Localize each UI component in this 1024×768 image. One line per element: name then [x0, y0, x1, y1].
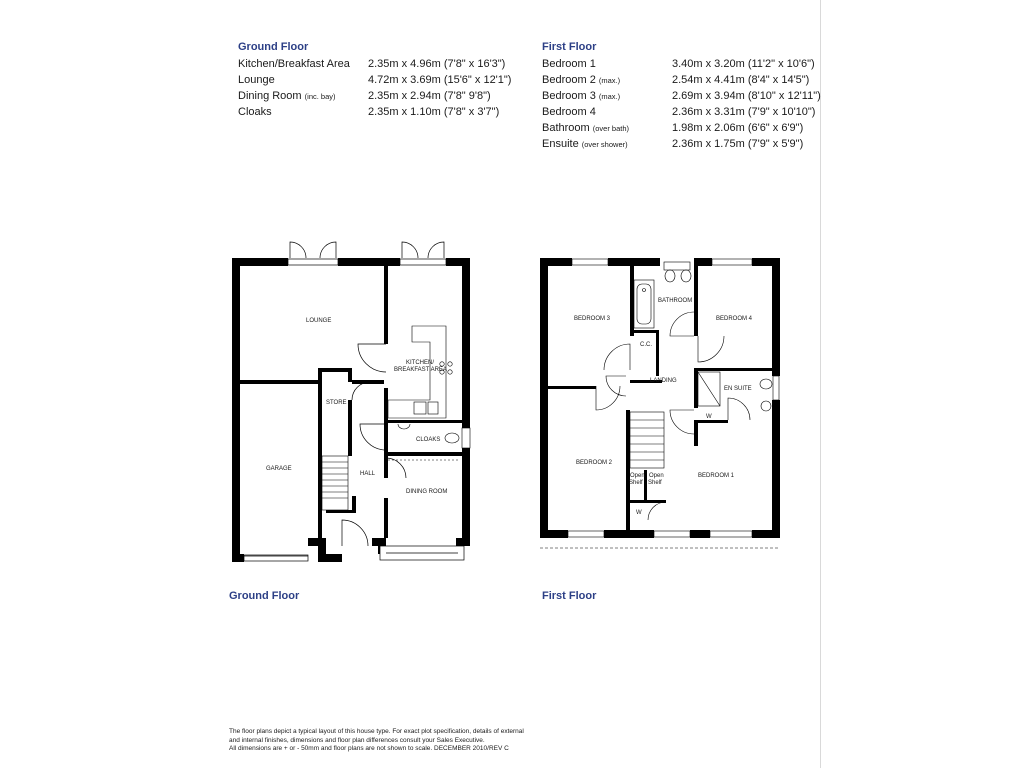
room-name-text: Ensuite [542, 138, 579, 150]
room-dimensions: 2.54m x 4.41m (8'4" x 14'5") [672, 74, 810, 86]
room-name: Cloaks [238, 106, 272, 118]
bedroom-3-label: BEDROOM 3 [574, 316, 611, 322]
room-qualifier: (over shower) [581, 140, 628, 149]
room-dimensions: 2.35m x 1.10m (7'8" x 3'7") [368, 106, 500, 118]
room-dimensions: 3.40m x 3.20m (11'2" x 10'6") [672, 58, 815, 70]
open-shelf-label-a-line2: Shelf [629, 480, 643, 486]
bedroom-4-label: BEDROOM 4 [716, 316, 753, 322]
bedroom-1-label: BEDROOM 1 [698, 473, 735, 479]
room-qualifier: (inc. bay) [304, 92, 336, 101]
store-label: STORE [326, 400, 347, 406]
lounge-french-doors [288, 242, 338, 265]
first-floor-stairs [630, 412, 664, 468]
footnote-line: and internal finishes, dimensions and floor plan differences consult your Sales Executive. [229, 736, 485, 744]
ground-floor-caption: Ground Floor [229, 590, 300, 602]
room-name: Bedroom 4 [542, 106, 596, 118]
room-dimensions: 2.36m x 3.31m (7'9" x 10'10") [672, 106, 816, 118]
room-name-text: Dining Room [238, 90, 302, 102]
room-name-text: Bedroom 3 [542, 90, 596, 102]
kitchen-label-line1: KITCHEN/ [406, 360, 435, 366]
wardrobe-label: W [636, 510, 642, 516]
wardrobe-label: W [706, 414, 712, 420]
room-dimensions: 2.35m x 4.96m (7'8" x 16'3") [368, 58, 506, 70]
cloaks-sanitary [398, 424, 470, 448]
dining-room-label: DINING ROOM [406, 489, 448, 495]
garage-label: GARAGE [266, 466, 292, 472]
first-floor-caption: First Floor [542, 590, 597, 602]
cloaks-label: CLOAKS [416, 437, 441, 443]
room-dimensions: 4.72m x 3.69m (15'6" x 12'1") [368, 74, 512, 86]
footnote-line: All dimensions are + or - 50mm and floor plans are not shown to scale. DECEMBER 2010/REV C [229, 745, 509, 752]
en-suite-label: EN SUITE [724, 386, 752, 392]
room-name-text: Bathroom [542, 122, 590, 134]
first-floor-schedule-title: First Floor [542, 41, 597, 53]
landing-label: LANDING [650, 378, 677, 384]
kitchen-label-line2: BREAKFAST AREA [394, 367, 447, 373]
first-floor-door-swings [596, 312, 750, 520]
lounge-label: LOUNGE [306, 318, 332, 324]
room-qualifier: (over bath) [592, 124, 630, 133]
dining-bay-window [380, 546, 464, 560]
room-dimensions: 2.35m x 2.94m (7'8" 9'8") [368, 90, 491, 102]
open-shelf-label-a-line1: Open [630, 473, 645, 479]
room-name: Lounge [238, 74, 275, 86]
kitchen-french-doors [400, 242, 446, 265]
footnote-line: The floor plans depict a typical layout of this house type. For exact plot specification, details of external [229, 728, 524, 735]
room-name-text: Bedroom 2 [542, 74, 596, 86]
ground-floor-stairs [322, 456, 348, 510]
room-name: Kitchen/Breakfast Area [238, 58, 350, 70]
airing-cupboard-label: C.C. [640, 342, 652, 348]
ground-floor-walls [232, 258, 470, 562]
hall-label: HALL [360, 471, 376, 477]
ground-floor-plan [232, 242, 470, 562]
bedroom-2-label: BEDROOM 2 [576, 460, 613, 466]
room-dimensions: 2.36m x 1.75m (7'9" x 5'9") [672, 138, 804, 150]
ground-floor-schedule-title: Ground Floor [238, 41, 309, 53]
room-dimensions: 1.98m x 2.06m (6'6" x 6'9") [672, 122, 804, 134]
room-dimensions: 2.69m x 3.94m (8'10" x 12'11") [672, 90, 821, 102]
bathroom-label: BATHROOM [658, 298, 693, 304]
bathroom-fittings [634, 262, 691, 328]
disclaimer-footnote [229, 728, 789, 754]
first-floor-plan [540, 258, 780, 548]
room-qualifier: (max.) [598, 76, 621, 85]
open-shelf-label-b-line2: Shelf [648, 480, 662, 486]
garage-door [244, 555, 308, 561]
open-shelf-label-b-line1: Open [649, 473, 664, 479]
room-name: Bedroom 1 [542, 58, 596, 70]
room-qualifier: (max.) [598, 92, 621, 101]
